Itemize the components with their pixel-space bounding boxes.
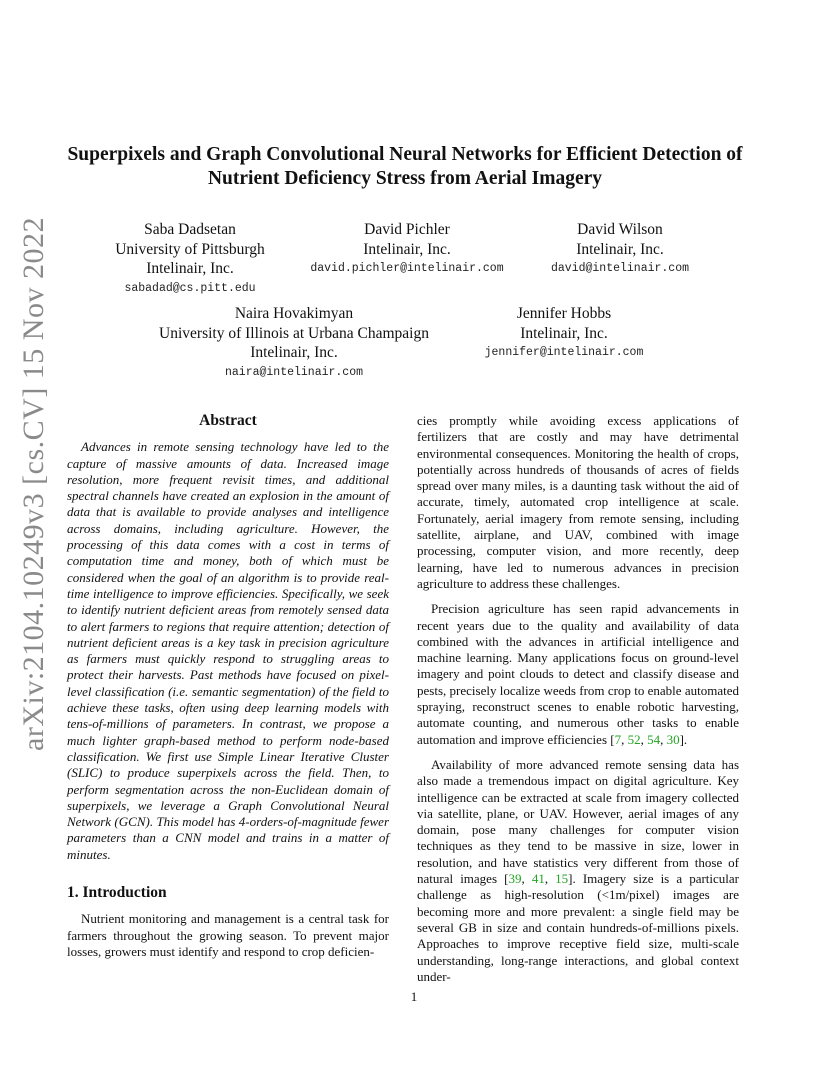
citation-link[interactable]: 39 [508,871,522,887]
author-email[interactable]: david.pichler@intelinair.com [310,262,504,275]
author-name: David Wilson [577,221,663,238]
author-block-4 [138,304,450,383]
citation-link[interactable]: 52 [627,731,641,747]
author-affiliation: University of Pittsburgh [115,240,265,258]
author-email[interactable]: david@intelinair.com [550,262,690,275]
author-block-1 [95,220,285,299]
citation-link[interactable]: 41 [531,871,545,887]
body-paragraph: cies promptly while avoiding excess applications of fertilizers that are costly and may have detrimental environmental consequences. Monitoring the health of crops, potentially across hundreds of thousands of acres of fields spread over many miles, is a daunting task without the aid of accurate, timely, automated crop intelligence at scale. Fortunately, aerial imagery from remote sensing, including satellite, airplane, and UAV, combined with image processing, computer vision, and more recently, deep learning, have led to numerous advances in precision agriculture to address these challenges. [417,413,739,591]
author-affiliation: Intelinair, Inc. [363,240,451,258]
citation-link[interactable]: 7 [614,731,622,747]
abstract-heading: Abstract [199,412,257,429]
abstract-text: Advances in remote sensing technology have led to the capture of massive amounts of data. Increased image resolution, more frequent revisit times, and additional spectral channels have created an explosion in the amount of data that is available to provide analyses and intelligence across domains, including agriculture. However, the processing of this data comes with a cost in terms of computation time and money, both of which must be considered when the goal of an algorithm is to provide real-time intelligence to improve efficiencies. Specifically, we seek to identify nutrient deficient areas from remotely sensed data to alert farmers to regions that require attention; detection of nutrient deficient areas is a key task in precision agriculture as farmers must quickly respond to struggling areas to protect their harvests. Past methods have focused on pixel-level classification (i.e. semantic segmentation) of the field to achieve these tasks, often using deep learning models with tens-of-millions of parameters. In contrast, we propose a much lighter graph-based method to perform node-based classification. We first use Simple Linear Iterative Cluster (SLIC) to produce superpixels across the field. Then, to perform segmentation across the non-Euclidean domain of superpixels, we leverage a Graph Convolutional Neural Network (GCN). This model has 4-orders-of-magnitude fewer parameters than a CNN model and trains in a matter of minutes. [67,439,389,862]
author-affiliation: University of Illinois at Urbana Champaign [159,324,429,342]
page-number: 1 [410,989,418,1004]
introduction-heading: 1. Introduction [67,884,167,902]
author-email[interactable]: jennifer@intelinair.com [484,346,644,359]
author-block-2 [292,220,522,279]
author-email[interactable]: naira@intelinair.com [224,365,364,379]
paragraph-text: ]. [679,731,688,747]
left-column [67,413,389,969]
citation-link[interactable]: 30 [666,731,680,747]
author-name: Saba Dadsetan [144,221,236,238]
author-email[interactable]: sabadad@cs.pitt.edu [124,281,256,295]
author-name: Jennifer Hobbs [516,305,612,322]
body-paragraph: Availability of more advanced remote sensing data has also made a tremendous impact on digital agriculture. Key intelligence can be extracted at scale from imagery collected via satellite, plane, or UAV. However, aerial images of any domain, pose many challenges for computer vision techniques as they tend to be massive in size, lower in resolution, and have statistics very different from those of natural images [39, 41, 15]. Imagery size is a particular challenge as high-resolution (<1m/pixel) images are becoming more and more prevalent: a single field may be several GB in size and contain hundreds-of-millions pixels. Approaches to improve receptive field size, multi-scale understanding, long-range interactions, and global context under- [417,756,740,984]
intro-paragraph: Nutrient monitoring and management is a central task for farmers throughout the growing season. To prevent major losses, growers must identify and respond to crop deficien- [67,911,389,959]
author-name: Naira Hovakimyan [234,305,354,322]
right-column [417,413,739,994]
citation-link[interactable]: 15 [555,871,569,887]
paragraph-text: Precision agriculture has seen rapid advancements in recent years due to the quality and availability of data combined with the advances in artificial intelligence and machine learning. Many applications focus on ground-level imagery and point clouds to detect and classify disease and pests, precisely localize weeds from crop to enable automated spraying, reconstruct scenes to enable robotic harvesting, automate counting, and numerous other tasks to enable automation and improve efficiencies [ [417,601,739,747]
title-line-2: Nutrient Deficiency Stress from Aerial Imagery [207,168,603,189]
paper-title [60,143,750,191]
author-affiliation: Intelinair, Inc. [576,240,664,258]
author-block-3 [530,220,710,279]
author-name: David Pichler [364,221,450,238]
title-line-1: Superpixels and Graph Convolutional Neural Networks for Efficient Detection of [67,144,743,165]
paragraph-text: Availability of more advanced remote sensing data has also made a tremendous impact on digital agriculture. Key intelligence can be extracted at scale from imagery collected via satellite, plane, or UAV. However, aerial images of any domain, pose many challenges for computer vision techniques as they tend to be massive in size, lower in resolution, and have statistics very different from those of natural images [ [417,756,739,887]
author-block-5 [462,304,666,363]
paragraph-text: ]. Imagery size is a particular challenge as high-resolution (<1m/pixel) images are becoming more and more prevalent: a single field may be several GB in size and contain hundreds-of-millions pixels. Approaches to improve receptive field size, multi-scale understanding, long-range interactions, and global context under- [417,871,740,984]
author-affiliation: Intelinair, Inc. [146,260,234,277]
body-paragraph: Precision agriculture has seen rapid advancements in recent years due to the quality and availability of data combined with the advances in artificial intelligence and machine learning. Many applications focus on ground-level imagery and point clouds to detect and classify disease and pests, precisely localize weeds from crop to enable automated spraying, reconstruct scenes to enable robotic harvesting, automate counting, and numerous other tasks to enable automation and improve efficiencies [7, 52, 54, 30]. [417,601,739,747]
arxiv-stamp [4,0,64,1072]
author-affiliation: Intelinair, Inc. [520,324,608,342]
author-affiliation: Intelinair, Inc. [250,344,338,361]
arxiv-stamp-text: arXiv:2104.10249v3 [cs.CV] 15 Nov 2022 [17,217,50,751]
citation-link[interactable]: 54 [647,731,661,747]
